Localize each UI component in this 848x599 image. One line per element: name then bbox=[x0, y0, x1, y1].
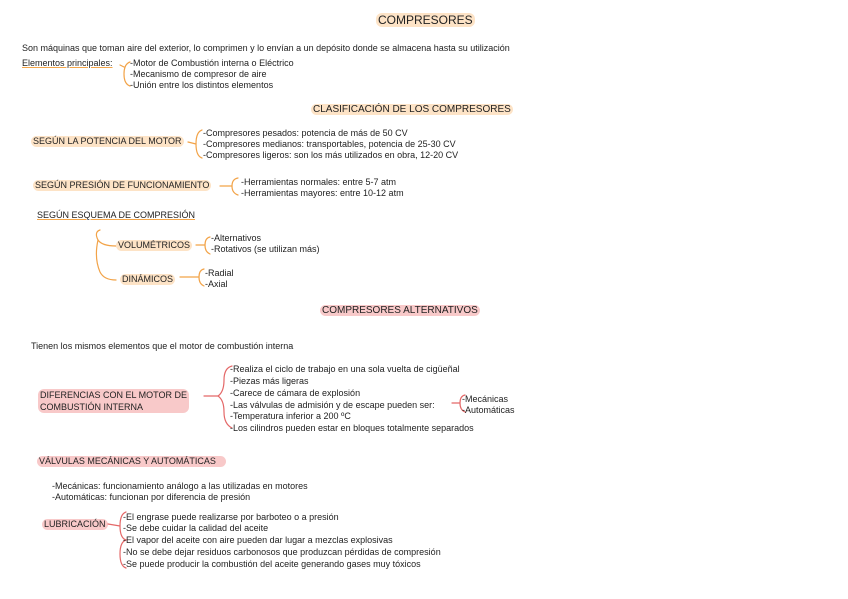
valves-heading: VÁLVULAS MECÁNICAS Y AUTOMÁTICAS bbox=[37, 456, 226, 467]
classification-heading: CLASIFICACIÓN DE LOS COMPRESORES bbox=[313, 104, 511, 115]
alternative-intro: Tienen los mismos elementos que el motor de combustión interna bbox=[31, 341, 294, 351]
power-item-2: -Compresores medianos: transportables, potencia de 25-30 CV bbox=[203, 139, 456, 149]
pressure-item-2: -Herramientas mayores: entre 10-12 atm bbox=[241, 188, 404, 198]
difference-item-4: -Las válvulas de admisión y de escape pueden ser: bbox=[230, 400, 435, 410]
dynamic-item-1: -Radial bbox=[205, 268, 234, 278]
scheme-label: SEGÚN ESQUEMA DE COMPRESIÓN bbox=[37, 210, 196, 220]
lubrication-item-4: -No se debe dejar residuos carbonosos que produzcan pérdidas de compresión bbox=[123, 547, 441, 557]
difference-item-3: -Carece de cámara de explosión bbox=[230, 388, 361, 398]
valves-item-2: -Automáticas: funcionan por diferencia de presión bbox=[52, 492, 251, 502]
lubrication-item-2: -Se debe cuidar la calidad del aceite bbox=[123, 523, 269, 533]
valves-item-1: -Mecánicas: funcionamiento análogo a las utilizadas en motores bbox=[52, 481, 308, 491]
lubrication-item-5: -Se puede producir la combustión del aceite generando gases muy tóxicos bbox=[123, 559, 421, 569]
pressure-bracket bbox=[220, 174, 242, 200]
alternative-heading: COMPRESORES ALTERNATIVOS bbox=[322, 305, 478, 316]
power-label: SEGÚN LA POTENCIA DEL MOTOR bbox=[33, 136, 182, 146]
pressure-item-1: -Herramientas normales: entre 5-7 atm bbox=[241, 177, 397, 187]
dynamic-bracket bbox=[180, 266, 208, 290]
pressure-label: SEGÚN PRESIÓN DE FUNCIONAMIENTO bbox=[35, 180, 210, 190]
lubrication-item-1: -El engrase puede realizarse por barboteo o a presión bbox=[123, 512, 339, 522]
scheme-bracket bbox=[92, 228, 122, 290]
difference-item-1: -Realiza el ciclo de trabajo en una sola vuelta de cigüeñal bbox=[230, 364, 460, 374]
power-item-1: -Compresores pesados: potencia de más de 50 CV bbox=[203, 128, 408, 138]
valve-type-1: -Mecánicas bbox=[462, 394, 509, 404]
element-item-3: -Unión entre los distintos elementos bbox=[130, 80, 274, 90]
volumetric-item-2: -Rotativos (se utilizan más) bbox=[211, 244, 320, 254]
power-item-3: -Compresores ligeros: son los más utilizados en obra, 12-20 CV bbox=[203, 150, 459, 160]
valve-type-2: -Automáticas bbox=[462, 405, 515, 415]
element-item-2: -Mecanismo de compresor de aire bbox=[130, 69, 267, 79]
lubrication-label: LUBRICACIÓN bbox=[44, 519, 106, 529]
differences-label bbox=[38, 389, 189, 413]
difference-item-6: -Los cilindros pueden estar en bloques totalmente separados bbox=[230, 423, 474, 433]
volumetric-label: VOLUMÉTRICOS bbox=[118, 240, 191, 250]
elements-label: Elementos principales: bbox=[22, 58, 113, 68]
volumetric-item-1: -Alternativos bbox=[211, 233, 262, 243]
page-title: COMPRESORES bbox=[378, 13, 473, 27]
dynamic-label: DINÁMICOS bbox=[122, 274, 174, 284]
differences-label-line1: DIFERENCIAS CON EL MOTOR DE bbox=[40, 390, 188, 400]
dynamic-item-2: -Axial bbox=[205, 279, 228, 289]
intro-text: Son máquinas que toman aire del exterior, lo comprimen y lo envían a un depósito donde se almacena hasta su utilización bbox=[22, 43, 510, 53]
lubrication-item-3: -El vapor del aceite con aire pueden dar lugar a mezclas explosivas bbox=[123, 535, 393, 545]
element-item-1: -Motor de Combustión interna o Eléctrico bbox=[130, 58, 294, 68]
differences-label-line2: COMBUSTIÓN INTERNA bbox=[40, 402, 144, 412]
difference-item-2: -Piezas más ligeras bbox=[230, 376, 309, 386]
difference-item-5: -Temperatura inferior a 200 ºC bbox=[230, 411, 351, 421]
